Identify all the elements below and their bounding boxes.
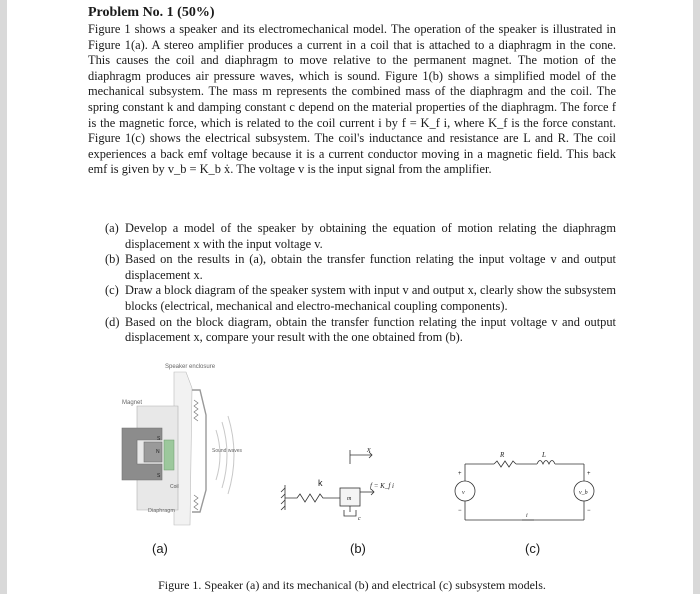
panel-b-label: (b)	[350, 541, 366, 556]
panel-c-labels	[458, 451, 591, 519]
problem-paragraph: Figure 1 shows a speaker and its electromechanical model. The operation of the speaker is illustrated in Figure 1(a). A stereo amplifier produces a current in a coil that is attached to a diaphragm in the cone. This causes the coil and diaphragm to move relative to the permanent magnet. The motion of the diaphragm produces air pressure waves, which is sound. Figure 1(b) shows a simplified model of the mechanical subsystem. The mass m represents the combined mass of the diaphragm and the coil. The spring constant k and damping constant c depend on the material properties of the diaphragm. The force f is the magnetic force, which is related to the coil current i by f = K_f i, where K_f is the force constant. Figure 1(c) shows the electrical subsystem. The coil's inductance and resistance are L and R. The coil experiences a back emf voltage because it is a current conductor moving in a magnetic field. This back emf is given by v_b = K_b ẋ. The voltage v is the input signal from the amplifier.	[88, 22, 616, 177]
pole-s-bottom: S	[157, 473, 161, 479]
force-label: f = K_f i	[370, 482, 394, 490]
figure-1	[82, 360, 622, 594]
left-margin-bar	[0, 0, 7, 594]
c-label: c	[358, 516, 361, 522]
vb-plus: +	[587, 471, 591, 477]
k-label: k	[318, 478, 323, 488]
magnet-label: Magnet	[122, 400, 143, 406]
page	[82, 0, 622, 594]
wall-hatch	[281, 488, 285, 510]
diaphragm-label: Diaphragm	[148, 508, 175, 514]
question-label: (b)	[105, 252, 120, 267]
resistor-R	[494, 461, 516, 467]
inductor-L	[537, 461, 555, 465]
vb-label: v_b	[579, 490, 588, 496]
question-label: (d)	[105, 314, 120, 329]
panel-c-circuit	[455, 461, 594, 521]
v-label: v	[462, 490, 465, 496]
sound-wave-1	[216, 430, 220, 480]
question-b	[105, 252, 616, 283]
diaphragm-cone	[192, 390, 206, 512]
panel-c-label: (c)	[525, 541, 541, 556]
panel-b-mechanical	[281, 450, 374, 516]
question-label: (a)	[105, 221, 119, 235]
question-text: Draw a block diagram of the speaker system with input v and output x, clearly show the subsystem blocks (electrical, mechanical and electro-mechanical coupling components).	[125, 283, 616, 313]
sound-wave-3	[228, 416, 234, 494]
question-text: Based on the block diagram, obtain the transfer function relating the input voltage v and output displacement x, compare your result with the one obtained from (b).	[125, 314, 616, 345]
question-d	[105, 315, 616, 346]
L-label: L	[542, 451, 546, 459]
sound-wave-2	[222, 422, 227, 488]
question-list	[105, 221, 616, 346]
speaker-enclosure-label: Speaker enclosure	[165, 364, 216, 370]
coil-label: Coil	[170, 484, 179, 490]
right-margin-bar	[693, 0, 700, 594]
pole-n: N	[156, 449, 160, 455]
spring-k	[285, 494, 340, 502]
v-plus: +	[458, 471, 462, 477]
vb-minus: −	[587, 508, 591, 514]
suspension-spring-top	[194, 400, 198, 421]
i-label: i	[526, 513, 528, 519]
question-label: (c)	[105, 283, 119, 298]
panel-a-label: (a)	[152, 541, 168, 556]
question-text: Develop a model of the speaker by obtaining the equation of motion relating the diaphragm displacement x with the input voltage v.	[125, 221, 616, 251]
question-a	[105, 221, 616, 252]
voltage-source-v	[455, 481, 475, 501]
figure-caption: Figure 1. Speaker (a) and its mechanical (b) and electrical (c) subsystem models.	[158, 578, 546, 592]
question-c	[105, 283, 616, 314]
question-text: Based on the results in (a), obtain the transfer function relating the input voltage v and output displacement x.	[125, 252, 616, 282]
figure-1-svg	[82, 360, 622, 570]
sound-waves-label: Sound waves	[212, 448, 243, 454]
problem-title: Problem No. 1 (50%)	[88, 5, 215, 20]
suspension-spring-bottom	[194, 495, 198, 510]
R-label: R	[500, 451, 505, 459]
coil	[164, 440, 174, 470]
v-minus: −	[458, 508, 462, 514]
panel-a-speaker	[122, 364, 243, 525]
pole-s-top: S	[157, 436, 161, 442]
m-label: m	[347, 496, 352, 502]
x-label: x	[367, 445, 371, 454]
